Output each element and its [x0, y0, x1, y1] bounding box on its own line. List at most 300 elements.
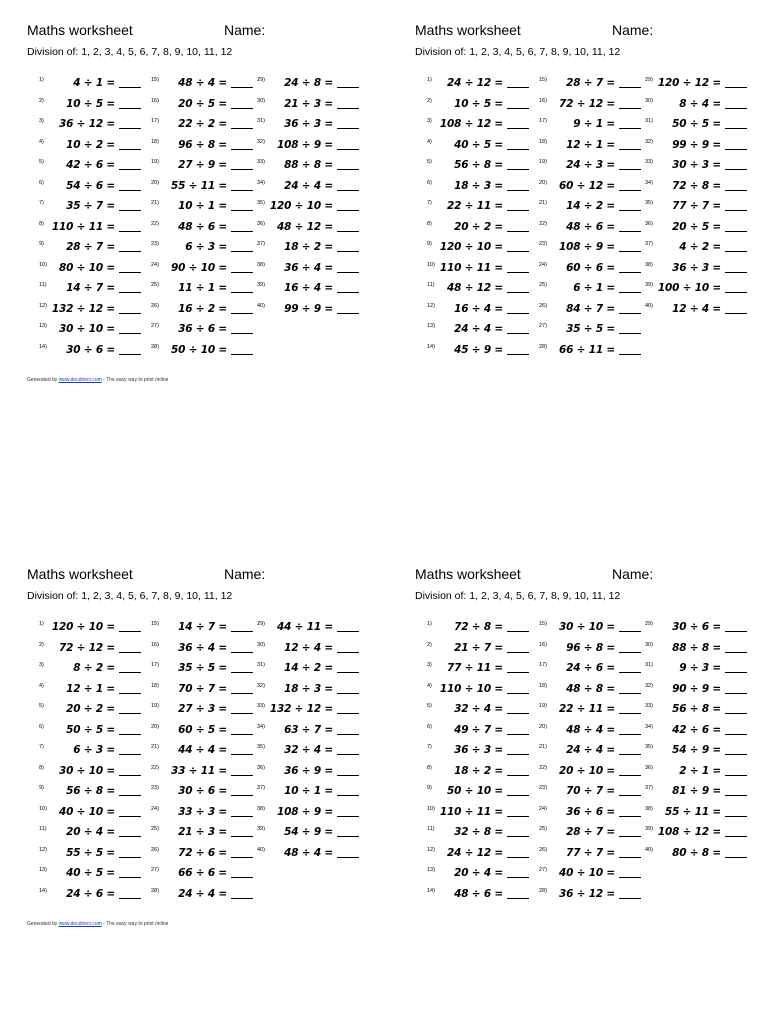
problem-item	[39, 642, 155, 663]
answer-blank[interactable]	[619, 631, 641, 632]
answer-blank[interactable]	[119, 313, 141, 314]
problem-item	[151, 180, 267, 201]
answer-blank[interactable]	[619, 713, 641, 714]
problem-number: 39)	[645, 826, 653, 832]
problem-number: 13)	[39, 323, 47, 329]
answer-blank[interactable]	[337, 631, 359, 632]
answer-blank[interactable]	[337, 87, 359, 88]
answer-blank[interactable]	[231, 128, 253, 129]
answer-blank[interactable]	[619, 857, 641, 858]
answer-blank[interactable]	[337, 190, 359, 191]
footer-note	[27, 377, 168, 383]
problem-number: 20)	[539, 179, 547, 186]
answer-blank[interactable]	[231, 210, 253, 211]
problem-expression: 110 ÷ 11 =	[439, 261, 503, 274]
answer-blank[interactable]	[337, 734, 359, 735]
problem-number: 23)	[539, 241, 547, 247]
answer-blank[interactable]	[119, 857, 141, 858]
problem-item	[151, 159, 267, 180]
answer-blank[interactable]	[725, 272, 747, 273]
answer-blank[interactable]	[337, 128, 359, 129]
problem-expression: 16 ÷ 4 =	[284, 282, 333, 294]
answer-blank[interactable]	[619, 108, 641, 109]
problem-expression: 40 ÷ 5 =	[66, 867, 115, 879]
problem-expression: 110 ÷ 11 =	[51, 220, 115, 233]
problem-number: 2)	[39, 641, 44, 648]
answer-blank[interactable]	[337, 231, 359, 232]
answer-blank[interactable]	[337, 672, 359, 673]
answer-blank[interactable]	[507, 149, 529, 150]
problem-item	[645, 806, 761, 827]
answer-blank[interactable]	[725, 754, 747, 755]
answer-blank[interactable]	[231, 108, 253, 109]
answer-blank[interactable]	[725, 857, 747, 858]
problem-number: 26)	[539, 846, 547, 853]
problem-item	[427, 621, 543, 642]
problem-expression: 24 ÷ 3 =	[566, 159, 615, 171]
problem-expression: 72 ÷ 12 =	[59, 641, 115, 654]
problem-number: 1)	[39, 621, 44, 627]
answer-blank[interactable]	[507, 754, 529, 755]
answer-blank[interactable]	[619, 734, 641, 735]
problem-number: 35)	[645, 744, 653, 750]
problem-item	[427, 139, 543, 160]
answer-blank[interactable]	[619, 87, 641, 88]
answer-blank[interactable]	[337, 713, 359, 714]
answer-blank[interactable]	[507, 816, 529, 817]
answer-blank[interactable]	[725, 631, 747, 632]
problem-number: 37)	[257, 785, 265, 791]
answer-blank[interactable]	[119, 631, 141, 632]
answer-blank[interactable]	[337, 108, 359, 109]
answer-blank[interactable]	[119, 816, 141, 817]
answer-blank[interactable]	[507, 713, 529, 714]
answer-blank[interactable]	[119, 672, 141, 673]
answer-blank[interactable]	[725, 87, 747, 88]
problem-expression: 90 ÷ 10 =	[171, 261, 227, 274]
answer-blank[interactable]	[119, 292, 141, 293]
problem-number: 1)	[427, 77, 432, 83]
problem-item	[257, 200, 373, 221]
answer-blank[interactable]	[231, 857, 253, 858]
problem-number: 14)	[39, 887, 47, 894]
problem-item	[539, 77, 655, 98]
problem-expression: 90 ÷ 9 =	[672, 682, 721, 695]
answer-blank[interactable]	[231, 354, 253, 355]
problem-number: 23)	[151, 241, 159, 247]
problem-number: 4)	[39, 682, 44, 689]
problem-item	[257, 262, 373, 283]
answer-blank[interactable]	[231, 877, 253, 878]
problem-item	[539, 344, 655, 365]
answer-blank[interactable]	[231, 190, 253, 191]
problem-item	[257, 241, 373, 262]
answer-blank[interactable]	[119, 713, 141, 714]
problem-number: 25)	[151, 282, 159, 288]
problem-expression: 30 ÷ 6 =	[672, 621, 721, 633]
answer-blank[interactable]	[725, 816, 747, 817]
answer-blank[interactable]	[619, 292, 641, 293]
answer-blank[interactable]	[119, 898, 141, 899]
problem-expression: 60 ÷ 12 =	[559, 179, 615, 192]
answer-blank[interactable]	[337, 210, 359, 211]
answer-blank[interactable]	[507, 734, 529, 735]
problem-expression: 8 ÷ 4 =	[679, 97, 721, 110]
answer-blank[interactable]	[619, 313, 641, 314]
problem-expression: 110 ÷ 11 =	[439, 805, 503, 818]
problem-item	[257, 139, 373, 160]
problem-expression: 36 ÷ 3 =	[454, 744, 503, 756]
answer-blank[interactable]	[507, 672, 529, 673]
answer-blank[interactable]	[507, 652, 529, 653]
answer-blank[interactable]	[119, 754, 141, 755]
footer-link[interactable]: www.docdirect.com	[58, 377, 102, 383]
problem-number: 10)	[39, 805, 47, 812]
problem-expression: 63 ÷ 7 =	[284, 723, 333, 736]
answer-blank[interactable]	[725, 128, 747, 129]
answer-blank[interactable]	[725, 231, 747, 232]
answer-blank[interactable]	[119, 190, 141, 191]
answer-blank[interactable]	[337, 251, 359, 252]
problem-number: 19)	[151, 703, 159, 709]
answer-blank[interactable]	[619, 795, 641, 796]
answer-blank[interactable]	[119, 251, 141, 252]
answer-blank[interactable]	[619, 149, 641, 150]
problem-item	[39, 139, 155, 160]
answer-blank[interactable]	[507, 272, 529, 273]
answer-blank[interactable]	[507, 169, 529, 170]
problem-expression: 27 ÷ 3 =	[178, 703, 227, 715]
answer-blank[interactable]	[507, 836, 529, 837]
answer-blank[interactable]	[337, 652, 359, 653]
answer-blank[interactable]	[507, 857, 529, 858]
problem-number: 29)	[645, 77, 653, 83]
problem-number: 4)	[427, 682, 432, 689]
answer-blank[interactable]	[119, 877, 141, 878]
answer-blank[interactable]	[231, 754, 253, 755]
problem-expression: 10 ÷ 1 =	[284, 785, 333, 797]
answer-blank[interactable]	[231, 672, 253, 673]
problem-number: 33)	[645, 703, 653, 709]
problem-expression: 108 ÷ 12 =	[657, 826, 721, 838]
problem-number: 4)	[39, 138, 44, 145]
problem-item	[427, 221, 543, 242]
answer-blank[interactable]	[619, 816, 641, 817]
answer-blank[interactable]	[725, 190, 747, 191]
answer-blank[interactable]	[119, 333, 141, 334]
problem-expression: 36 ÷ 12 =	[59, 118, 115, 130]
answer-blank[interactable]	[507, 775, 529, 776]
answer-blank[interactable]	[337, 169, 359, 170]
answer-blank[interactable]	[725, 210, 747, 211]
problem-item	[151, 724, 267, 745]
problem-number: 16)	[151, 641, 159, 648]
answer-blank[interactable]	[337, 775, 359, 776]
problem-item	[645, 118, 761, 139]
problem-number: 1)	[39, 77, 44, 83]
answer-blank[interactable]	[507, 693, 529, 694]
answer-blank[interactable]	[619, 693, 641, 694]
answer-blank[interactable]	[725, 734, 747, 735]
problem-expression: 4 ÷ 1 =	[73, 77, 115, 89]
answer-blank[interactable]	[119, 169, 141, 170]
problem-item	[39, 744, 155, 765]
problem-number: 36)	[257, 764, 265, 771]
problem-expression: 11 ÷ 1 =	[178, 282, 227, 294]
answer-blank[interactable]	[725, 713, 747, 714]
answer-blank[interactable]	[507, 354, 529, 355]
problem-item	[539, 241, 655, 262]
problem-item	[539, 867, 655, 888]
problem-expression: 55 ÷ 11 =	[171, 179, 227, 192]
problem-item	[151, 221, 267, 242]
problem-number: 5)	[39, 703, 44, 709]
problem-item	[39, 221, 155, 242]
problem-expression: 24 ÷ 4 =	[178, 887, 227, 900]
answer-blank[interactable]	[507, 108, 529, 109]
answer-blank[interactable]	[507, 128, 529, 129]
answer-blank[interactable]	[231, 652, 253, 653]
problem-expression: 48 ÷ 4 =	[566, 723, 615, 736]
answer-blank[interactable]	[119, 354, 141, 355]
problem-expression: 36 ÷ 6 =	[178, 323, 227, 335]
answer-blank[interactable]	[725, 836, 747, 837]
answer-blank[interactable]	[619, 652, 641, 653]
answer-blank[interactable]	[119, 149, 141, 150]
answer-blank[interactable]	[231, 272, 253, 273]
answer-blank[interactable]	[619, 333, 641, 334]
answer-blank[interactable]	[119, 652, 141, 653]
problem-expression: 50 ÷ 5 =	[672, 118, 721, 130]
answer-blank[interactable]	[119, 210, 141, 211]
answer-blank[interactable]	[725, 251, 747, 252]
problem-number: 16)	[539, 641, 547, 648]
answer-blank[interactable]	[231, 149, 253, 150]
problem-expression: 30 ÷ 10 =	[559, 621, 615, 633]
problem-item	[39, 683, 155, 704]
problem-number: 32)	[257, 682, 265, 689]
answer-blank[interactable]	[119, 231, 141, 232]
problem-item	[427, 303, 543, 324]
worksheet-title: Maths worksheet	[27, 22, 133, 38]
problem-expression: 36 ÷ 3 =	[672, 261, 721, 274]
problem-number: 12)	[427, 846, 435, 853]
problem-item	[151, 785, 267, 806]
problem-number: 18)	[151, 138, 159, 145]
answer-blank[interactable]	[507, 795, 529, 796]
problem-column-2	[539, 621, 655, 908]
problem-number: 8)	[39, 764, 44, 771]
name-label: Name:	[612, 566, 654, 582]
answer-blank[interactable]	[619, 272, 641, 273]
problem-item	[151, 200, 267, 221]
problem-number: 3)	[39, 662, 44, 668]
problem-number: 6)	[39, 179, 44, 186]
problem-expression: 22 ÷ 11 =	[559, 703, 615, 715]
problem-item	[539, 303, 655, 324]
answer-blank[interactable]	[725, 672, 747, 673]
problem-expression: 84 ÷ 7 =	[566, 302, 615, 315]
answer-blank[interactable]	[231, 836, 253, 837]
problem-number: 7)	[39, 200, 44, 206]
problem-expression: 36 ÷ 12 =	[559, 887, 615, 900]
problem-item	[257, 642, 373, 663]
answer-blank[interactable]	[337, 836, 359, 837]
answer-blank[interactable]	[507, 313, 529, 314]
answer-blank[interactable]	[119, 836, 141, 837]
answer-blank[interactable]	[507, 190, 529, 191]
answer-blank[interactable]	[507, 210, 529, 211]
answer-blank[interactable]	[507, 87, 529, 88]
answer-blank[interactable]	[619, 754, 641, 755]
answer-blank[interactable]	[507, 251, 529, 252]
problem-number: 38)	[257, 805, 265, 812]
problem-item	[427, 888, 543, 909]
answer-blank[interactable]	[619, 190, 641, 191]
answer-blank[interactable]	[231, 292, 253, 293]
answer-blank[interactable]	[119, 734, 141, 735]
problem-number: 33)	[257, 703, 265, 709]
problem-item	[151, 282, 267, 303]
answer-blank[interactable]	[619, 898, 641, 899]
footer-suffix: - The easy way to print online	[101, 921, 169, 927]
answer-blank[interactable]	[725, 693, 747, 694]
answer-blank[interactable]	[337, 754, 359, 755]
problem-item	[257, 621, 373, 642]
problem-number: 6)	[39, 723, 44, 730]
answer-blank[interactable]	[337, 816, 359, 817]
answer-blank[interactable]	[337, 272, 359, 273]
answer-blank[interactable]	[507, 333, 529, 334]
problem-number: 13)	[427, 323, 435, 329]
problem-expression: 48 ÷ 8 =	[566, 682, 615, 695]
answer-blank[interactable]	[619, 128, 641, 129]
problem-expression: 132 ÷ 12 =	[269, 703, 333, 715]
problem-number: 12)	[39, 302, 47, 309]
answer-blank[interactable]	[231, 313, 253, 314]
problem-column-1	[427, 77, 543, 364]
footer-suffix: - The easy way to print online	[101, 377, 169, 383]
problem-expression: 36 ÷ 6 =	[566, 805, 615, 818]
problem-item	[39, 200, 155, 221]
answer-blank[interactable]	[619, 672, 641, 673]
answer-blank[interactable]	[231, 333, 253, 334]
answer-blank[interactable]	[231, 231, 253, 232]
answer-blank[interactable]	[337, 795, 359, 796]
answer-blank[interactable]	[337, 149, 359, 150]
answer-blank[interactable]	[725, 108, 747, 109]
answer-blank[interactable]	[231, 816, 253, 817]
answer-blank[interactable]	[619, 836, 641, 837]
problem-item	[39, 888, 155, 909]
problem-item	[151, 98, 267, 119]
answer-blank[interactable]	[507, 231, 529, 232]
answer-blank[interactable]	[725, 795, 747, 796]
problem-item	[645, 662, 761, 683]
answer-blank[interactable]	[725, 149, 747, 150]
problem-item	[427, 847, 543, 868]
problem-expression: 18 ÷ 3 =	[284, 682, 333, 695]
answer-blank[interactable]	[231, 693, 253, 694]
answer-blank[interactable]	[337, 857, 359, 858]
problem-item	[151, 847, 267, 868]
problem-expression: 9 ÷ 3 =	[679, 662, 721, 674]
answer-blank[interactable]	[231, 631, 253, 632]
problem-item	[151, 344, 267, 365]
problem-item	[257, 180, 373, 201]
problem-number: 22)	[151, 220, 159, 227]
answer-blank[interactable]	[119, 128, 141, 129]
problem-expression: 60 ÷ 6 =	[566, 261, 615, 274]
footer-link[interactable]: www.docdirect.com	[58, 921, 102, 927]
answer-blank[interactable]	[119, 108, 141, 109]
problem-expression: 81 ÷ 9 =	[672, 785, 721, 797]
problem-item	[151, 118, 267, 139]
answer-blank[interactable]	[619, 775, 641, 776]
answer-blank[interactable]	[231, 713, 253, 714]
answer-blank[interactable]	[507, 898, 529, 899]
answer-blank[interactable]	[231, 898, 253, 899]
answer-blank[interactable]	[725, 169, 747, 170]
answer-blank[interactable]	[119, 775, 141, 776]
answer-blank[interactable]	[507, 631, 529, 632]
answer-blank[interactable]	[231, 251, 253, 252]
answer-blank[interactable]	[619, 169, 641, 170]
answer-blank[interactable]	[337, 693, 359, 694]
problem-item	[427, 262, 543, 283]
answer-blank[interactable]	[725, 775, 747, 776]
answer-blank[interactable]	[507, 877, 529, 878]
problem-item	[427, 282, 543, 303]
answer-blank[interactable]	[119, 87, 141, 88]
answer-blank[interactable]	[507, 292, 529, 293]
answer-blank[interactable]	[725, 292, 747, 293]
problem-item	[257, 826, 373, 847]
answer-blank[interactable]	[119, 795, 141, 796]
problem-expression: 48 ÷ 12 =	[277, 220, 333, 233]
problem-expression: 70 ÷ 7 =	[566, 785, 615, 797]
answer-blank[interactable]	[619, 877, 641, 878]
problem-item	[427, 806, 543, 827]
problem-number: 5)	[427, 703, 432, 709]
answer-blank[interactable]	[619, 231, 641, 232]
problem-item	[39, 282, 155, 303]
answer-blank[interactable]	[619, 251, 641, 252]
answer-blank[interactable]	[231, 795, 253, 796]
problem-number: 30)	[645, 641, 653, 648]
answer-blank[interactable]	[725, 652, 747, 653]
problem-item	[645, 262, 761, 283]
answer-blank[interactable]	[725, 313, 747, 314]
problem-expression: 35 ÷ 5 =	[566, 323, 615, 335]
answer-blank[interactable]	[619, 210, 641, 211]
answer-blank[interactable]	[231, 734, 253, 735]
problem-item	[39, 77, 155, 98]
answer-blank[interactable]	[231, 169, 253, 170]
answer-blank[interactable]	[337, 292, 359, 293]
answer-blank[interactable]	[119, 272, 141, 273]
worksheet-subtitle: Division of: 1, 2, 3, 4, 5, 6, 7, 8, 9, 10, 11, 12	[27, 46, 233, 58]
answer-blank[interactable]	[337, 313, 359, 314]
answer-blank[interactable]	[231, 87, 253, 88]
answer-blank[interactable]	[119, 693, 141, 694]
problem-number: 13)	[39, 867, 47, 873]
problem-number: 24)	[151, 261, 159, 268]
problem-expression: 33 ÷ 3 =	[178, 805, 227, 818]
answer-blank[interactable]	[231, 775, 253, 776]
problem-number: 6)	[427, 723, 432, 730]
answer-blank[interactable]	[619, 354, 641, 355]
